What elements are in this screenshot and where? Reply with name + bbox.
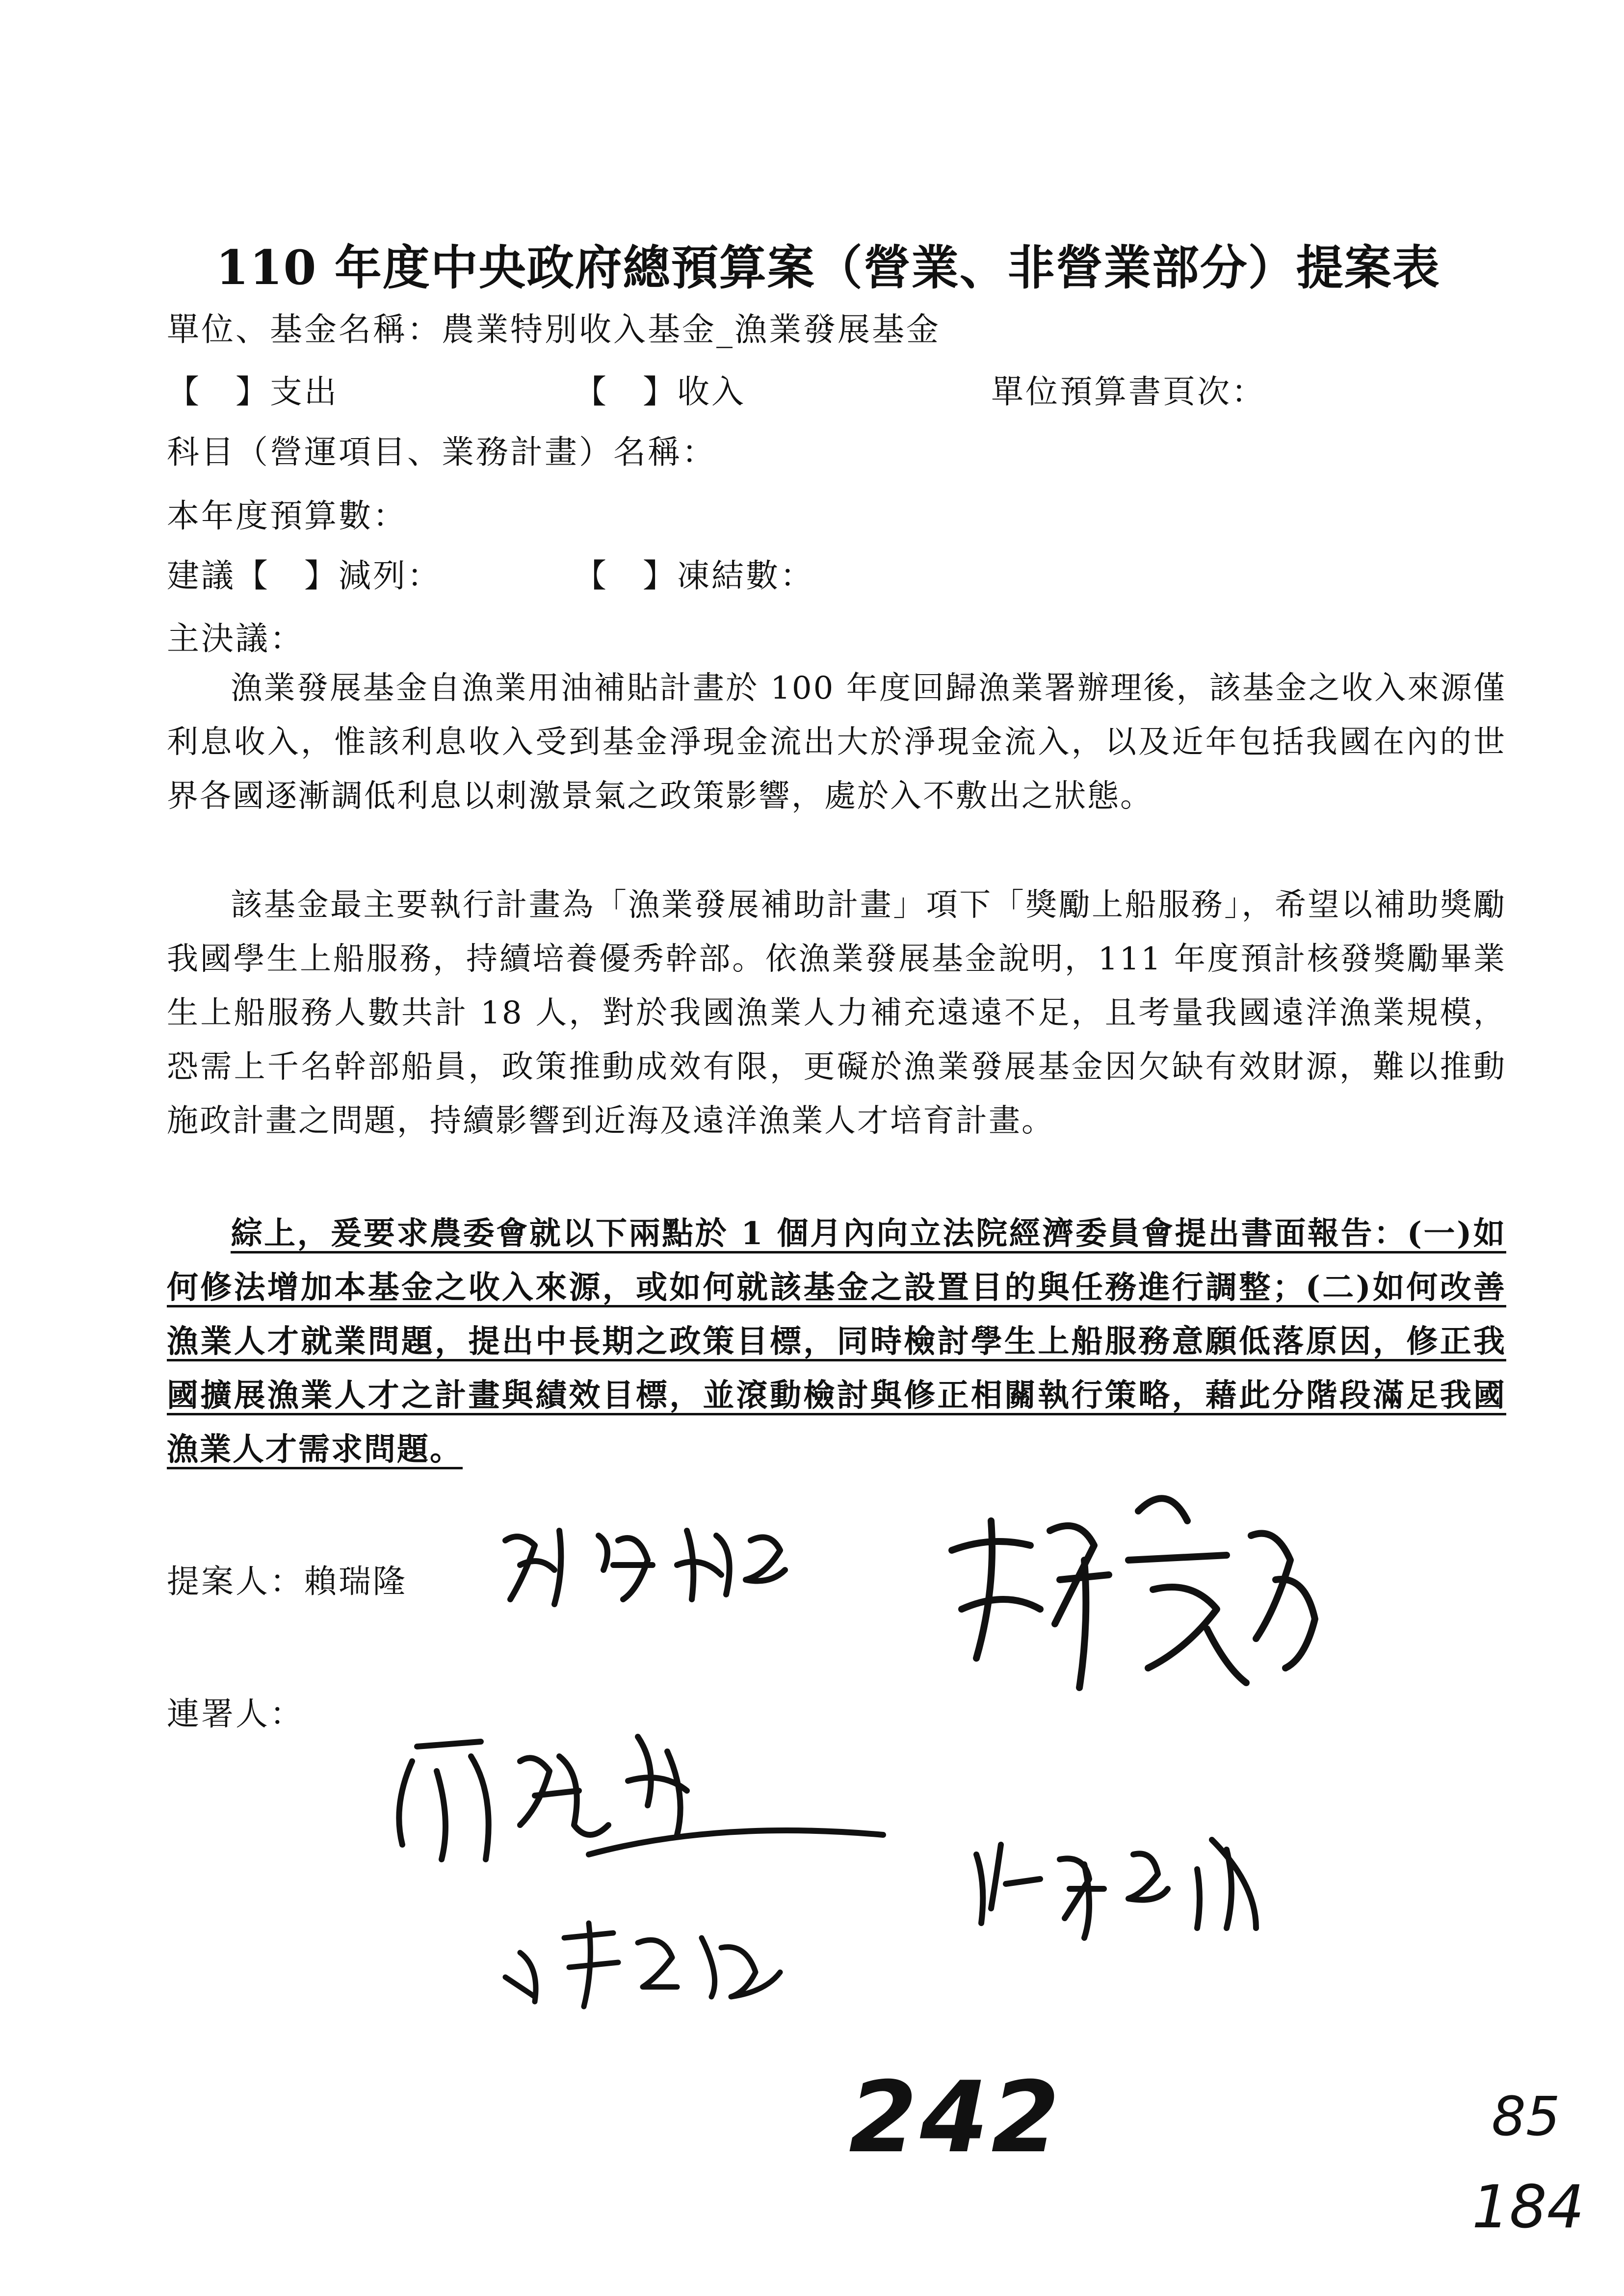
page-title: 110 年度中央政府總預算案（營業、非營業部分）提案表 <box>216 240 1441 295</box>
page-number-main: 242 <box>849 2061 1063 2175</box>
proposer-signature <box>491 1501 795 1629</box>
paragraph-1-text: 漁業發展基金自漁業用油補貼計畫於 100 年度回歸漁業署辦理後，該基金之收入來源僅利息收入，惟該利息收入受到基金淨現金流出大於淨現金流入，以及近年包括我國在內的世界各國逐漸調低利息以刺激景氣之政策影響，處於入不敷出之狀態。 <box>167 670 1506 814</box>
summary-text: 綜上，爰要求農委會就以下兩點於 1 個月內向立法院經濟委員會提出書面報告：(一)如何修法增加本基金之收入來源，或如何就該基金之設置目的與任務進行調整；(二)如何改善漁業人才就業問題，提出中長期之政策目標，同時檢討學生上船服務意願低落原因，修正我國擴展漁業人才之計畫與績效目標，並滾動檢討與修正相關執行策略，藉此分階段滿足我國漁業人才需求問題。 <box>167 1215 1506 1468</box>
resolution-paragraph-1 <box>167 661 1506 823</box>
resolution-paragraph-2 <box>167 878 1506 1148</box>
subject-name-label: 科目（營運項目、業務計畫）名稱： <box>167 433 716 471</box>
budget-page-ref-label: 單位預算書頁次： <box>991 373 1266 411</box>
cosigner-label: 連署人： <box>167 1695 304 1733</box>
current-budget-label: 本年度預算數： <box>167 497 407 535</box>
unit-fund-name: 單位、基金名稱：農業特別收入基金_漁業發展基金 <box>167 311 941 348</box>
income-checkbox-label: 【 】收入 <box>574 373 746 411</box>
main-resolution-label: 主決議： <box>167 620 304 657</box>
cosigner-signature-3 <box>491 1894 795 2011</box>
cosigner-signature-1 <box>932 1462 1325 1717</box>
paragraph-2-text: 該基金最主要執行計畫為「漁業發展補助計畫」項下「獎勵上船服務」，希望以補助獎勵我國學生上船服務，持續培養優秀幹部。依漁業發展基金說明，111 年度預計核發獎勵畢業生上船服務人數共計 18 人，對於我國漁業人力補充遠遠不足，且考量我國遠洋漁業規模，恐需上千名幹部船員，政策推動成效有限，更礙於漁業發展基金因欠缺有效財源，難以推動施政計畫之問題，持續影響到近海及遠洋漁業人才培育計畫。 <box>167 887 1506 1139</box>
proposer-label: 提案人：賴瑞隆 <box>167 1563 407 1600</box>
page-number-side-bottom: 184 <box>1472 2173 1585 2242</box>
cosigner-signature-2 <box>373 1697 913 1884</box>
cosigner-signature-4 <box>962 1810 1276 1948</box>
resolution-summary-paragraph <box>167 1207 1506 1477</box>
page-number-side-top: 85 <box>1492 2085 1560 2148</box>
suggest-reduce-label: 建議【 】減列： <box>167 557 442 595</box>
expense-checkbox-label: 【 】支出 <box>167 373 339 411</box>
freeze-amount-label: 【 】凍結數： <box>574 557 814 595</box>
